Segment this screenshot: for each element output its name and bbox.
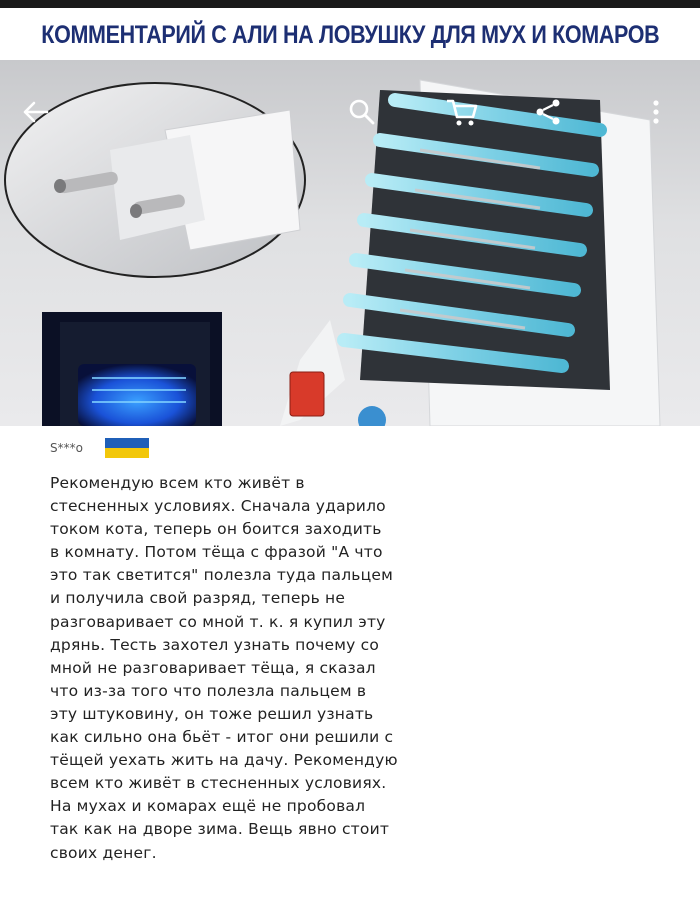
reviewer-name: S***o (50, 441, 83, 455)
review-text (50, 472, 570, 865)
review-card (0, 426, 700, 924)
meme-title: КОММЕНТАРИЙ С АЛИ НА ЛОВУШКУ ДЛЯ МУХ И КОМАРОВ (40, 20, 660, 49)
ukraine-flag-icon (105, 438, 149, 458)
review-line: тёщей уехать жить на дачу. Рекомендую (50, 751, 398, 770)
review-line: На мухах и комарах ещё не пробовал (50, 797, 366, 816)
flag-top-stripe (105, 438, 149, 448)
review-line: разговаривает со мной т. к. я купил эту (50, 612, 386, 631)
meme-header (0, 0, 700, 62)
share-icon[interactable] (526, 90, 570, 134)
review-line: Рекомендую всем кто живёт в (50, 474, 305, 492)
review-line: что из-за того что полезла пальцем в (50, 681, 367, 700)
review-line: всем кто живёт в стесненных условиях. (50, 774, 387, 793)
back-arrow-icon[interactable] (14, 90, 58, 134)
review-line: стесненных условиях. Сначала ударило (50, 497, 386, 516)
more-vertical-icon[interactable] (634, 90, 678, 134)
cart-icon[interactable] (440, 90, 484, 134)
review-line: так как на дворе зима. Вещь явно стоит (50, 820, 390, 839)
search-icon[interactable] (340, 90, 384, 134)
reviewer-row (50, 436, 149, 460)
review-line: в комнату. Потом тёща с фразой "А что (50, 543, 383, 562)
review-line: эту штуковину, он тоже решил узнать (50, 704, 374, 723)
night-glow-inset (42, 312, 222, 426)
product-photo[interactable] (0, 60, 700, 426)
flag-bottom-stripe (105, 448, 149, 458)
review-line: своих денег. (50, 843, 157, 862)
review-line: дрянь. Тесть захотел узнать почему со (50, 635, 380, 654)
review-line: как сильно она бьёт - итог они решили с (50, 728, 394, 747)
review-line: это так светится" полезла туда пальцем (50, 566, 394, 585)
review-line: током кота, теперь он боится заходить (50, 520, 382, 539)
review-line: мной не разговаривает тёща, я сказал (50, 658, 376, 677)
review-line: и получила свой разряд, теперь не (50, 589, 346, 608)
